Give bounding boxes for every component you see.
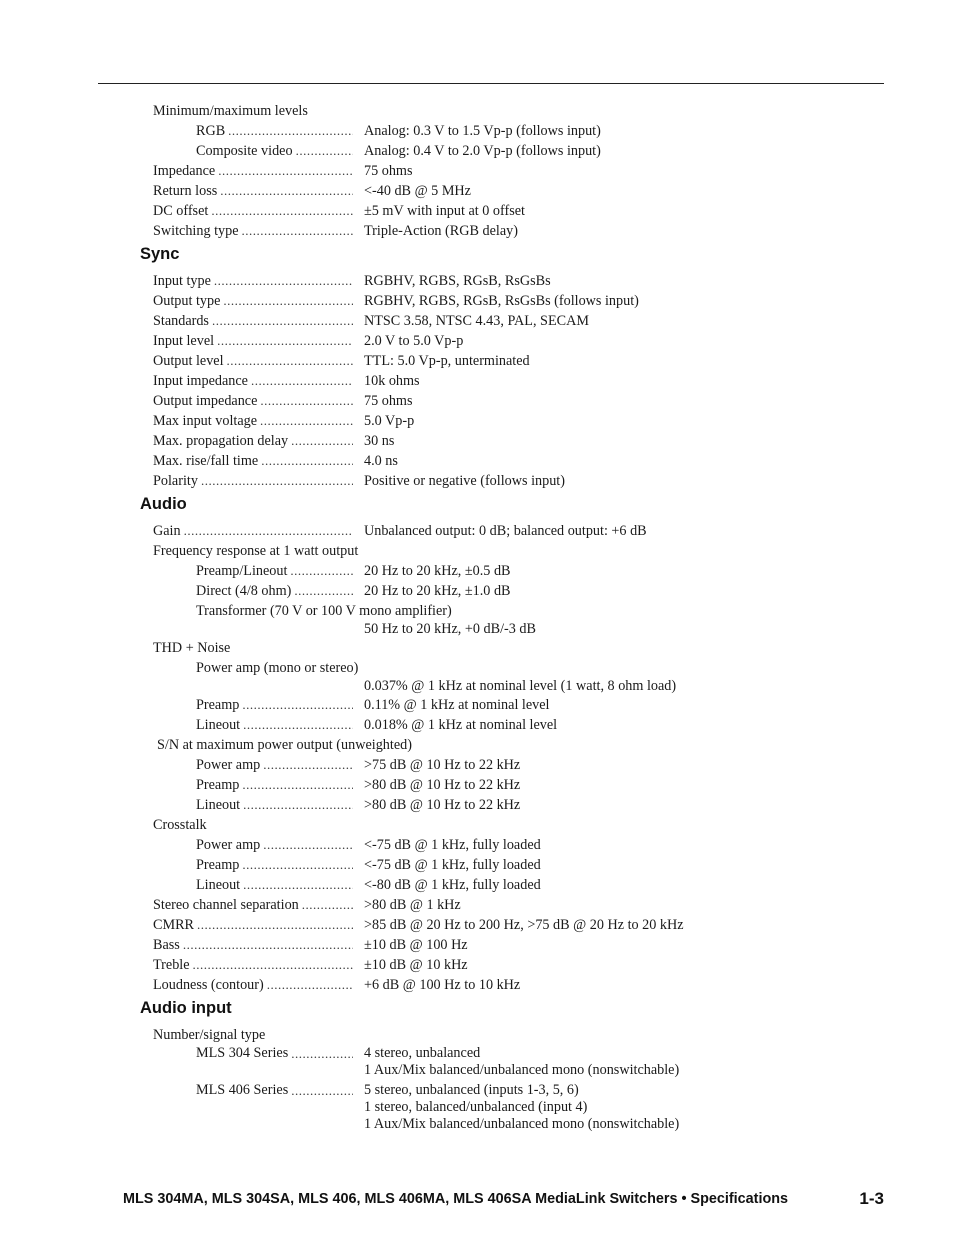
spec-row xyxy=(0,201,954,221)
spec-value: 30 ns xyxy=(364,433,395,449)
spec-value: >85 dB @ 20 Hz to 200 Hz, >75 dB @ 20 Hz to 20 kHz xyxy=(364,917,684,933)
spec-row xyxy=(0,431,954,451)
spec-label: Power amp ..... xyxy=(196,755,353,775)
spec-value: +6 dB @ 100 Hz to 10 kHz xyxy=(364,977,521,993)
spec-label: Standards ..... xyxy=(153,311,353,331)
spec-row xyxy=(0,935,954,955)
spec-value: 75 ohms xyxy=(364,393,413,409)
spec-row xyxy=(0,121,954,141)
spec-value: >75 dB @ 10 Hz to 22 kHz xyxy=(364,757,521,773)
spec-row xyxy=(0,955,954,975)
spec-label: Output impedance ..... xyxy=(153,391,353,411)
top-rule xyxy=(98,83,884,84)
spec-row xyxy=(0,331,954,351)
page-number: 1-3 xyxy=(859,1189,884,1208)
spec-row xyxy=(0,411,954,431)
spec-row xyxy=(0,695,954,715)
spec-value: 20 Hz to 20 kHz, ±0.5 dB xyxy=(364,563,511,579)
spec-value: Analog: 0.3 V to 1.5 Vp-p (follows input) xyxy=(364,123,601,139)
spec-subheading: Crosstalk xyxy=(153,817,207,833)
spec-value: <-40 dB @ 5 MHz xyxy=(364,183,471,199)
spec-value: 4 stereo, unbalanced xyxy=(364,1045,481,1061)
spec-label: Return loss ..... xyxy=(153,181,353,201)
spec-label: CMRR ..... xyxy=(153,915,353,935)
spec-subheading: THD + Noise xyxy=(153,640,231,656)
spec-row xyxy=(0,1099,954,1116)
spec-subheading: Power amp (mono or stereo) xyxy=(196,660,359,676)
spec-row xyxy=(0,775,954,795)
spec-row xyxy=(0,915,954,935)
spec-row xyxy=(0,715,954,735)
spec-value: 1 Aux/Mix balanced/unbalanced mono (nonswitchable) xyxy=(364,1116,680,1132)
spec-label: Polarity ..... xyxy=(153,471,353,491)
spec-label: Max input voltage ..... xyxy=(153,411,353,431)
spec-value: 75 ohms xyxy=(364,163,413,179)
spec-value: 2.0 V to 5.0 Vp-p xyxy=(364,333,464,349)
spec-value: 50 Hz to 20 kHz, +0 dB/-3 dB xyxy=(364,621,536,637)
spec-row xyxy=(0,141,954,161)
spec-row xyxy=(0,521,954,541)
spec-value: 5.0 Vp-p xyxy=(364,413,415,429)
spec-value: >80 dB @ 1 kHz xyxy=(364,897,461,913)
spec-value: RGBHV, RGBS, RGsB, RsGsBs xyxy=(364,273,551,289)
spec-label: DC offset ..... xyxy=(153,201,353,221)
spec-value: Triple-Action (RGB delay) xyxy=(364,223,518,239)
spec-subheading: Frequency response at 1 watt output xyxy=(153,543,359,559)
spec-row xyxy=(0,755,954,775)
spec-subheading: S/N at maximum power output (unweighted) xyxy=(157,737,412,753)
spec-value: 5 stereo, unbalanced (inputs 1-3, 5, 6) xyxy=(364,1082,579,1098)
spec-value: 0.11% @ 1 kHz at nominal level xyxy=(364,697,550,713)
section-heading-audio-input: Audio input xyxy=(140,999,232,1017)
spec-value: 1 stereo, balanced/unbalanced (input 4) xyxy=(364,1099,588,1115)
spec-label: RGB ..... xyxy=(196,121,353,141)
spec-value: ±10 dB @ 100 Hz xyxy=(364,937,468,953)
spec-row xyxy=(0,1062,954,1079)
spec-value: 1 Aux/Mix balanced/unbalanced mono (nonswitchable) xyxy=(364,1062,680,1078)
spec-value: <-75 dB @ 1 kHz, fully loaded xyxy=(364,837,541,853)
spec-value: TTL: 5.0 Vp-p, unterminated xyxy=(364,353,530,369)
spec-label: Input level ..... xyxy=(153,331,353,351)
spec-label: Impedance ..... xyxy=(153,161,353,181)
spec-value: 20 Hz to 20 kHz, ±1.0 dB xyxy=(364,583,511,599)
spec-row xyxy=(0,1082,954,1099)
spec-label: Bass ..... xyxy=(153,935,353,955)
spec-label: MLS 304 Series ..... xyxy=(196,1045,353,1065)
spec-label: Preamp ..... xyxy=(196,695,353,715)
spec-row xyxy=(0,835,954,855)
spec-value: >80 dB @ 10 Hz to 22 kHz xyxy=(364,777,521,793)
spec-label: Output level ..... xyxy=(153,351,353,371)
spec-label: Composite video ..... xyxy=(196,141,353,161)
spec-label: Preamp/Lineout ..... xyxy=(196,561,353,581)
spec-label: Loudness (contour) ..... xyxy=(153,975,353,995)
spec-label: Preamp ..... xyxy=(196,855,353,875)
spec-label: Output type ..... xyxy=(153,291,353,311)
spec-row xyxy=(0,875,954,895)
spec-row xyxy=(0,451,954,471)
spec-label: Input type ..... xyxy=(153,271,353,291)
spec-label: Stereo channel separation ..... xyxy=(153,895,353,915)
spec-subheading: Number/signal type xyxy=(153,1027,266,1043)
spec-label: Power amp ..... xyxy=(196,835,353,855)
footer-title: MLS 304MA, MLS 304SA, MLS 406, MLS 406MA, MLS 406SA MediaLink Switchers • Specifications xyxy=(123,1191,789,1207)
spec-row xyxy=(0,371,954,391)
spec-row xyxy=(0,581,954,601)
spec-value: 10k ohms xyxy=(364,373,420,389)
section-heading-sync: Sync xyxy=(140,245,180,263)
spec-label: Preamp ..... xyxy=(196,775,353,795)
spec-content xyxy=(0,101,954,1133)
spec-row xyxy=(0,561,954,581)
spec-label: Max. propagation delay ..... xyxy=(153,431,353,451)
spec-row xyxy=(0,181,954,201)
spec-subheading: Minimum/maximum levels xyxy=(153,103,308,119)
spec-value: Unbalanced output: 0 dB; balanced output: +6 dB xyxy=(364,523,647,539)
spec-value: <-80 dB @ 1 kHz, fully loaded xyxy=(364,877,541,893)
spec-row xyxy=(0,291,954,311)
page-footer xyxy=(123,1189,884,1213)
spec-label: Lineout ..... xyxy=(196,875,353,895)
spec-value: NTSC 3.58, NTSC 4.43, PAL, SECAM xyxy=(364,313,589,329)
spec-label: Switching type ..... xyxy=(153,221,353,241)
spec-row xyxy=(0,471,954,491)
spec-row xyxy=(0,1116,954,1133)
spec-value: >80 dB @ 10 Hz to 22 kHz xyxy=(364,797,521,813)
spec-label: Treble ..... xyxy=(153,955,353,975)
spec-value: RGBHV, RGBS, RGsB, RsGsBs (follows input) xyxy=(364,293,639,309)
spec-row xyxy=(0,855,954,875)
spec-label: Input impedance ..... xyxy=(153,371,353,391)
spec-value: <-75 dB @ 1 kHz, fully loaded xyxy=(364,857,541,873)
spec-row xyxy=(0,895,954,915)
spec-value: 0.018% @ 1 kHz at nominal level xyxy=(364,717,558,733)
spec-value: Analog: 0.4 V to 2.0 Vp-p (follows input) xyxy=(364,143,601,159)
spec-row xyxy=(0,311,954,331)
spec-row xyxy=(0,975,954,995)
spec-row xyxy=(0,221,954,241)
spec-value: 4.0 ns xyxy=(364,453,398,469)
spec-row xyxy=(0,678,954,695)
spec-label: Lineout ..... xyxy=(196,795,353,815)
spec-row xyxy=(0,621,954,638)
spec-label: MLS 406 Series ..... xyxy=(196,1082,353,1102)
spec-label: Gain ..... xyxy=(153,521,353,541)
spec-row xyxy=(0,271,954,291)
spec-label: Direct (4/8 ohm) ..... xyxy=(196,581,353,601)
spec-label: Lineout ..... xyxy=(196,715,353,735)
spec-value: ±5 mV with input at 0 offset xyxy=(364,203,525,219)
spec-value: Positive or negative (follows input) xyxy=(364,473,565,489)
spec-row xyxy=(0,391,954,411)
spec-row xyxy=(0,1045,954,1062)
spec-row xyxy=(0,351,954,371)
spec-label: Max. rise/fall time ..... xyxy=(153,451,353,471)
spec-value: ±10 dB @ 10 kHz xyxy=(364,957,468,973)
spec-value: 0.037% @ 1 kHz at nominal level (1 watt, 8 ohm load) xyxy=(364,678,677,694)
section-heading-audio: Audio xyxy=(140,495,187,513)
spec-row xyxy=(0,795,954,815)
spec-row xyxy=(0,161,954,181)
spec-subheading: Transformer (70 V or 100 V mono amplifier) xyxy=(196,603,452,619)
